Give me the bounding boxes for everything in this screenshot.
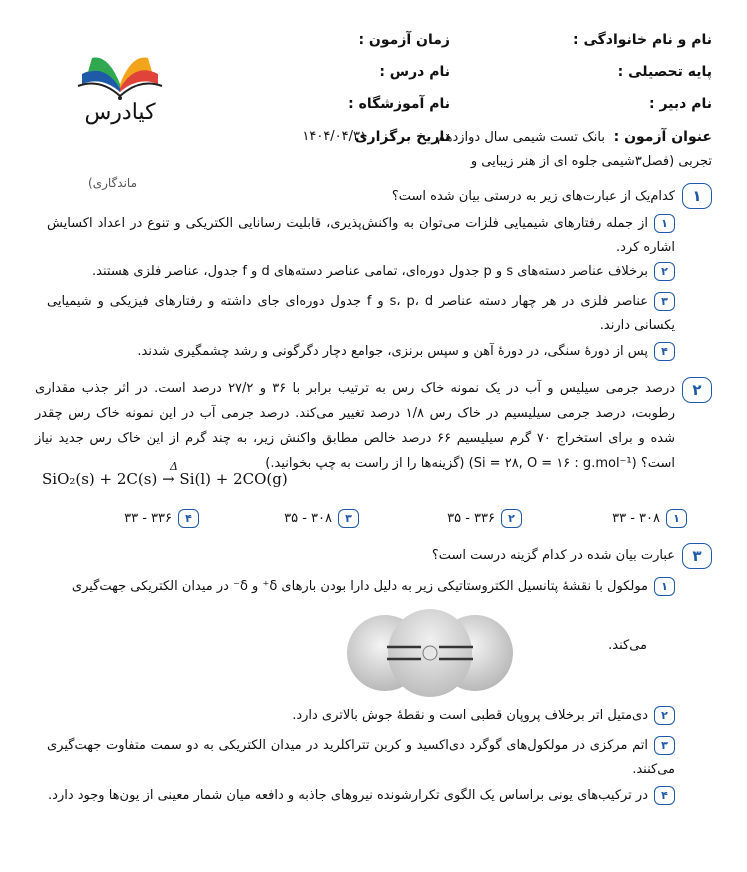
q1-option-1-text: از جمله رفتارهای شیمیایی فلزات می‌توان به واکنش‌پذیری، قابلیت رسانایی الکتریکی و تنوع در اعداد اکسایش اشاره کرد. bbox=[47, 216, 675, 255]
name-label: نام و نام خانوادگی : bbox=[572, 32, 712, 48]
q3-option-4-text: در ترکیب‌های یونی براساس یک الگوی تکرارشونده نیروهای جاذبه و دافعه میان شمار معینی از یون‌ها وجود دارد. bbox=[48, 788, 648, 803]
q2-option-1[interactable] bbox=[612, 509, 687, 528]
q3-option-1-text: مولکول با نقشهٔ پتانسیل الکتروستاتیکی زیر به دلیل دارا بودن بارهای δ⁺ و δ⁻ در میدان الکتریکی جهت‌گیری bbox=[71, 579, 648, 594]
q3-option-1-cont: می‌کند. bbox=[608, 638, 647, 653]
date-value: ۱۴۰۴/۰۴/۳۱ bbox=[302, 129, 367, 144]
question-2-text: درصد جرمی سیلیس و آب در یک نمونه خاک رس به ترتیب برابر با ۳۶ و ۲۷/۲ درصد است. در اثر جذب مقداری رطوبت، درصد جرمی سیلیسیم در خاک رس ۱/۸ درصد تغییر می‌کند. درصد جرمی آب در این نمونه خاک رس چقدر شده و برای استخراج ۷۰ گرم سیلیسیم ۶۶ درصد خالص مطابق واکنش زیر، به چند گرم از این خاک رس جدید نیاز است؟ (Si = ۲۸, O = ۱۶ : g.mol⁻¹) (گزینه‌ها را از راست به چپ بخوانید.) bbox=[35, 381, 676, 471]
q2-option-4[interactable] bbox=[124, 509, 199, 528]
q3-option-3[interactable] bbox=[47, 734, 675, 782]
q1-option-4-number: ۴ bbox=[654, 342, 675, 361]
q2-option-2[interactable] bbox=[447, 509, 522, 528]
logo bbox=[74, 48, 166, 138]
q3-option-2-text: دی‌متیل اتر برخلاف پروپان قطبی است و نقطهٔ جوش بالاتری دارد. bbox=[292, 708, 648, 723]
q1-option-3-text: عناصر فلزی در هر چهار دسته عناصر s، p، d و f جدول دوره‌ای جای داشته و رفتارهای فیزیکی و شیمیایی یکسانی دارند. bbox=[47, 294, 675, 333]
logo-text: کیادرس bbox=[84, 100, 156, 125]
date-label: تاریخ برگزاری bbox=[354, 129, 450, 145]
q1-option-3[interactable] bbox=[47, 290, 675, 338]
reaction-equation bbox=[42, 460, 288, 488]
q3-option-4[interactable] bbox=[47, 784, 675, 808]
q1-option-2-text: برخلاف عناصر دسته‌های s و p جدول دوره‌ای، تمامی عناصر دسته‌های d و f جدول، عناصر فلزی هستند. bbox=[92, 264, 648, 279]
school-label: نام آموزشگاه : bbox=[348, 96, 450, 112]
q1-option-4-text: پس از دورهٔ سنگی، در دورهٔ آهن و سپس برنزی، جوامع دچار دگرگونی و رشد چشمگیری شدند. bbox=[137, 344, 648, 359]
exam-time-label: زمان آزمون : bbox=[358, 32, 450, 48]
q3-option-4-number: ۴ bbox=[654, 786, 675, 805]
exam-title-value: بانک تست شیمی سال دوازدهم bbox=[436, 130, 605, 145]
q1-option-4[interactable] bbox=[47, 340, 675, 364]
question-1-text: کدام‌یک از عبارت‌های زیر به درستی بیان شده است؟ bbox=[391, 189, 675, 204]
q1-option-1[interactable] bbox=[47, 212, 675, 260]
grade-label: پایه تحصیلی : bbox=[617, 64, 712, 80]
q1-option-2-number: ۲ bbox=[654, 262, 675, 281]
q2-option-1-text: ۳۰۸ - ۳۳ bbox=[612, 511, 660, 526]
question-3-text: عبارت بیان شده در کدام گزینه درست است؟ bbox=[431, 548, 675, 563]
question-3-number: ۳ bbox=[682, 543, 712, 569]
q3-option-3-text: اتم مرکزی در مولکول‌های گوگرد دی‌اکسید و کربن تتراکلرید در میدان الکتریکی به دو سمت متفاوت جهت‌گیری می‌کنند. bbox=[47, 738, 675, 777]
q3-option-2[interactable] bbox=[47, 704, 675, 728]
question-1-number: ۱ bbox=[682, 183, 712, 209]
equation-text: SiO₂(s) + 2C(s) → Si(l) + 2CO(g) bbox=[42, 470, 288, 488]
q1-option-1-number: ۱ bbox=[654, 214, 675, 233]
question-2-number: ۲ bbox=[682, 377, 712, 403]
q2-option-2-number: ۲ bbox=[501, 509, 522, 528]
q3-option-2-number: ۲ bbox=[654, 706, 675, 725]
exam-title-cont2: ماندگاری) bbox=[88, 176, 137, 190]
teacher-label: نام دبیر : bbox=[649, 96, 712, 112]
q3-option-1[interactable] bbox=[47, 575, 675, 599]
q2-option-4-text: ۳۳۶ - ۳۳ bbox=[124, 511, 172, 526]
q3-option-3-number: ۳ bbox=[654, 736, 675, 755]
lesson-label: نام درس : bbox=[379, 64, 450, 80]
exam-title-label: عنوان آزمون : bbox=[613, 129, 712, 145]
q2-option-3[interactable] bbox=[284, 509, 359, 528]
q2-option-3-text: ۳۰۸ - ۳۵ bbox=[284, 511, 332, 526]
q3-option-1-number: ۱ bbox=[654, 577, 675, 596]
electrostatic-potential-map bbox=[345, 608, 515, 698]
q2-option-1-number: ۱ bbox=[666, 509, 687, 528]
equation-condition: Δ bbox=[170, 460, 178, 473]
q2-option-4-number: ۴ bbox=[178, 509, 199, 528]
exam-title-cont: تجربی (فصل۳شیمی جلوه ای از هنر زیبایی و bbox=[470, 154, 712, 169]
q2-option-2-text: ۳۳۶ - ۳۵ bbox=[447, 511, 495, 526]
q1-option-2[interactable] bbox=[47, 260, 675, 284]
q2-option-3-number: ۳ bbox=[338, 509, 359, 528]
q1-option-3-number: ۳ bbox=[654, 292, 675, 311]
